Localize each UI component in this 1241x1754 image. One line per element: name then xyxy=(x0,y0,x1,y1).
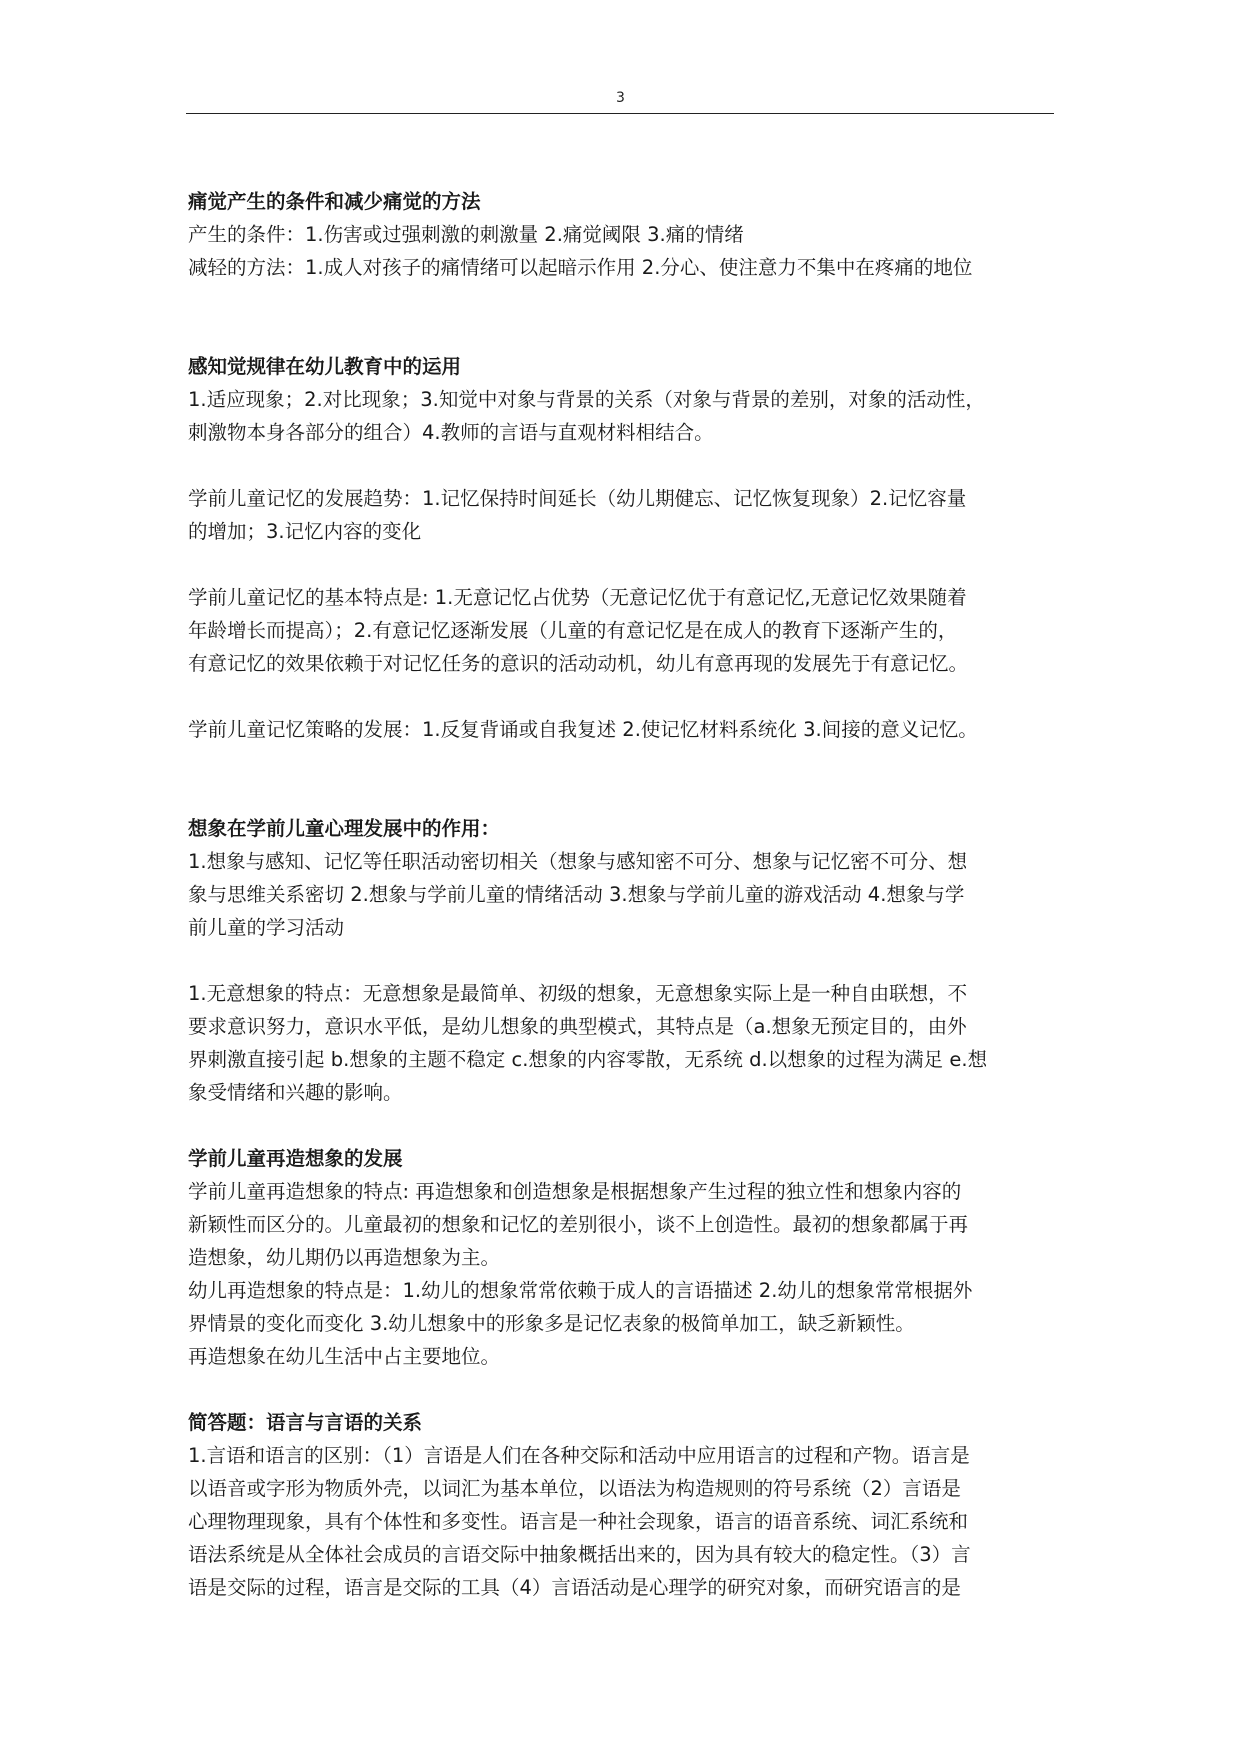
paragraph-line: 幼儿再造想象的特点是：1.幼儿的想象常常依赖于成人的言语描述 2.幼儿的想象常常根据外 xyxy=(188,1279,973,1302)
paragraph-line: 造想象，幼儿期仍以再造想象为主。 xyxy=(188,1246,501,1269)
spacer xyxy=(188,1109,1052,1142)
paragraph-line: 1.想象与感知、记忆等任职活动密切相关（想象与感知密不可分、想象与记忆密不可分、想 xyxy=(188,850,968,873)
spacer xyxy=(188,449,1052,482)
spacer xyxy=(188,548,1052,581)
paragraph-line: 新颖性而区分的。儿童最初的想象和记忆的差别很小，谈不上创造性。最初的想象都属于再 xyxy=(188,1213,969,1236)
paragraph-line: 象与思维关系密切 2.想象与学前儿童的情绪活动 3.想象与学前儿童的游戏活动 4.想象与学 xyxy=(188,883,965,906)
paragraph-line: 语是交际的过程，语言是交际的工具（4）言语活动是心理学的研究对象，而研究语言的是 xyxy=(188,1576,961,1599)
paragraph-line: 1.言语和语言的区别：（1）言语是人们在各种交际和活动中应用语言的过程和产物。语言是 xyxy=(188,1444,970,1467)
section-heading: 痛觉产生的条件和减少痛觉的方法 xyxy=(188,190,481,213)
header-rule xyxy=(186,113,1054,114)
section-heading: 学前儿童再造想象的发展 xyxy=(188,1147,403,1170)
paragraph-line: 象受情绪和兴趣的影响。 xyxy=(188,1081,403,1104)
document-body xyxy=(188,185,1052,1604)
paragraph-line: 以语音或字形为物质外壳，以词汇为基本单位，以语法为构造规则的符号系统（2）言语是 xyxy=(188,1477,961,1500)
paragraph-line: 产生的条件：1.伤害或过强刺激的刺激量 2.痛觉阈限 3.痛的情绪 xyxy=(188,223,744,246)
section-memory-strategy xyxy=(188,713,1052,746)
section-heading: 想象在学前儿童心理发展中的作用： xyxy=(188,817,501,840)
section-heading: 简答题：语言与言语的关系 xyxy=(188,1411,423,1434)
paragraph-line: 的增加；3.记忆内容的变化 xyxy=(188,520,422,543)
paragraph-line: 要求意识努力，意识水平低，是幼儿想象的典型模式，其特点是（a.想象无预定目的，由外 xyxy=(188,1015,967,1038)
section-memory-trend xyxy=(188,482,1052,548)
paragraph-line: 语法系统是从全体社会成员的言语交际中抽象概括出来的，因为具有较大的稳定性。（3）言 xyxy=(188,1543,971,1566)
paragraph-line: 1.适应现象；2.对比现象；3.知觉中对象与背景的关系（对象与背景的差别，对象的活动性， xyxy=(188,388,985,411)
paragraph-line: 界刺激直接引起 b.想象的主题不稳定 c.想象的内容零散，无系统 d.以想象的过程为满足 e.想 xyxy=(188,1048,988,1071)
paragraph-line: 学前儿童再造想象的特点: 再造想象和创造想象是根据想象产生过程的独立性和想象内容的 xyxy=(188,1180,962,1203)
section-perception xyxy=(188,350,1052,449)
paragraph-line: 有意记忆的效果依赖于对记忆任务的意识的活动动机，幼儿有意再现的发展先于有意记忆。 xyxy=(188,652,969,675)
section-heading: 感知觉规律在幼儿教育中的运用 xyxy=(188,355,462,378)
paragraph-line: 再造想象在幼儿生活中占主要地位。 xyxy=(188,1345,501,1368)
paragraph-line: 心理物理现象，具有个体性和多变性。语言是一种社会现象，语言的语音系统、词汇系统和 xyxy=(188,1510,969,1533)
spacer xyxy=(188,680,1052,713)
paragraph-line: 学前儿童记忆的基本特点是: 1.无意记忆占优势（无意记忆优于有意记忆,无意记忆效果随着 xyxy=(188,586,967,609)
section-imagination-role xyxy=(188,812,1052,944)
spacer xyxy=(188,1373,1052,1406)
spacer xyxy=(188,746,1052,812)
paragraph-line: 学前儿童记忆的发展趋势：1.记忆保持时间延长（幼儿期健忘、记忆恢复现象）2.记忆容量 xyxy=(188,487,967,510)
spacer xyxy=(188,284,1052,350)
paragraph-line: 1.无意想象的特点：无意想象是最简单、初级的想象，无意想象实际上是一种自由联想，不 xyxy=(188,982,968,1005)
paragraph-line: 减轻的方法：1.成人对孩子的痛情绪可以起暗示作用 2.分心、使注意力不集中在疼痛的地位 xyxy=(188,256,973,279)
section-involuntary-imagination xyxy=(188,977,1052,1109)
section-language xyxy=(188,1406,1052,1604)
paragraph-line: 前儿童的学习活动 xyxy=(188,916,345,939)
page-number: 3 xyxy=(616,90,625,106)
paragraph-line: 刺激物本身各部分的组合）4.教师的言语与直观材料相结合。 xyxy=(188,421,714,444)
section-pain xyxy=(188,185,1052,284)
spacer xyxy=(188,944,1052,977)
section-memory-features xyxy=(188,581,1052,680)
paragraph-line: 学前儿童记忆策略的发展：1.反复背诵或自我复述 2.使记忆材料系统化 3.间接的意义记忆。 xyxy=(188,718,978,741)
section-reproductive-imagination xyxy=(188,1142,1052,1373)
paragraph-line: 年龄增长而提高）；2.有意记忆逐渐发展（儿童的有意记忆是在成人的教育下逐渐产生的， xyxy=(188,619,958,642)
paragraph-line: 界情景的变化而变化 3.幼儿想象中的形象多是记忆表象的极简单加工，缺乏新颖性。 xyxy=(188,1312,915,1335)
